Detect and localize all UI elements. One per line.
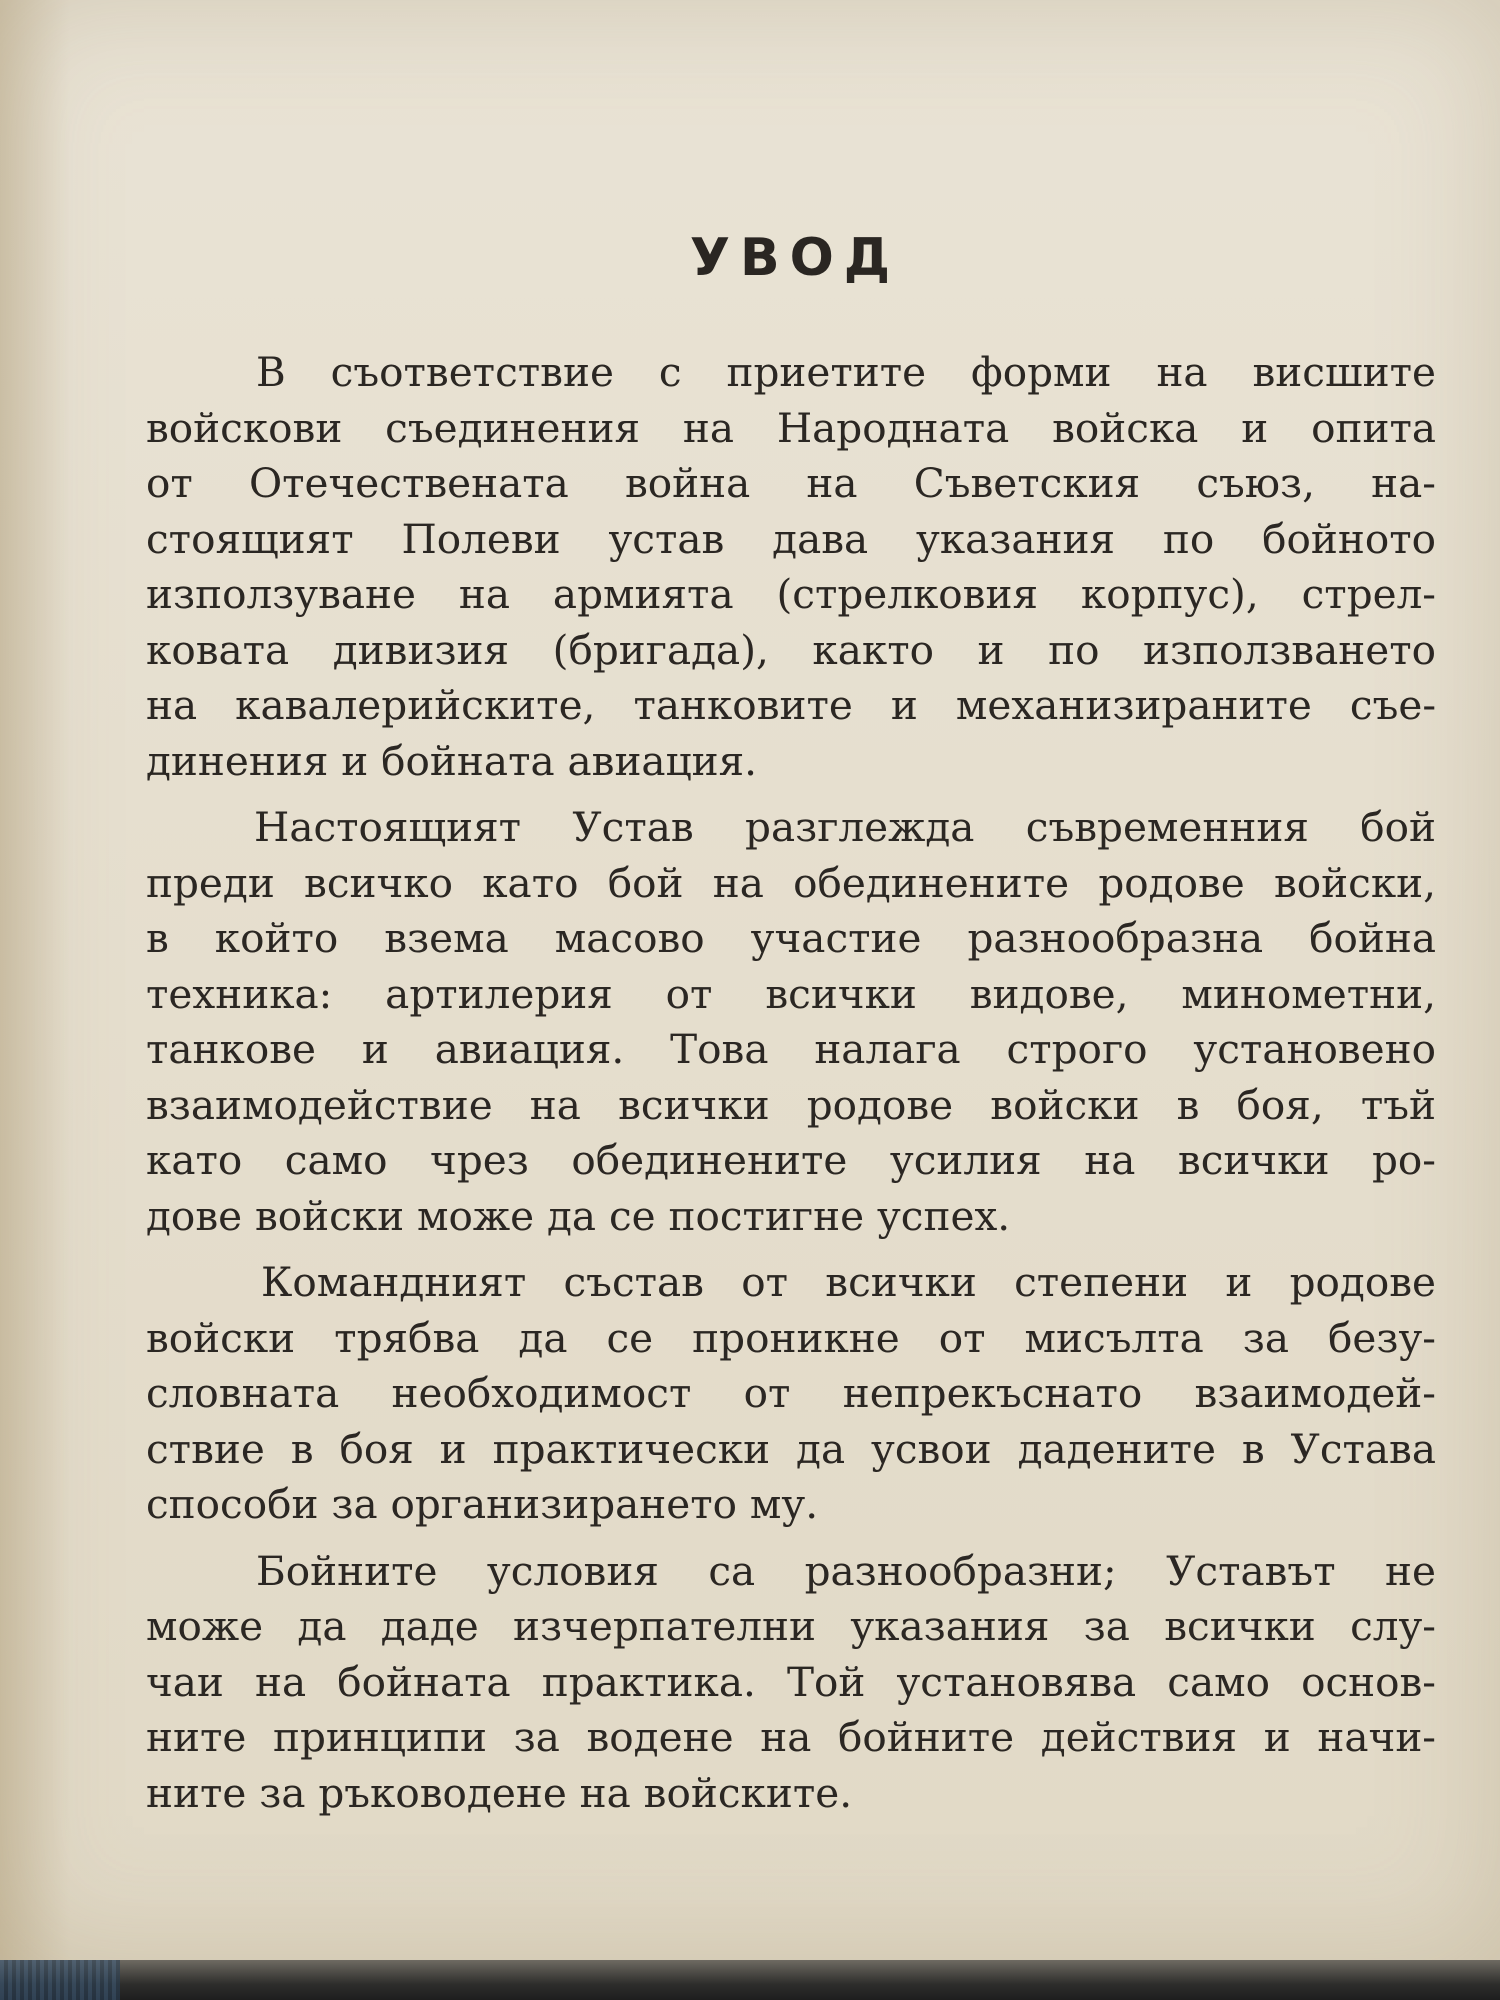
paragraph-2 — [146, 800, 1436, 1244]
text-line: дове войски може да се постигне успех. — [146, 1191, 1011, 1240]
text-line: способи за организирането му. — [146, 1480, 819, 1528]
text-line: като само чрез обединените усилия на всички ро- — [146, 1136, 1436, 1184]
text-line: динения и бойната авиация. — [146, 736, 758, 785]
text-line: на кавалерийските, танковите и механизираните съе- — [146, 681, 1436, 729]
text-line: използуване на армията (стрелковия корпус), стрел- — [146, 570, 1436, 618]
text-line: танкове и авиация. Това налага строго установено — [146, 1025, 1436, 1073]
text-line: словната необходимост от непрекъснато взаимодей- — [146, 1369, 1436, 1417]
text-line: техника: артилерия от всички видове, минометни, — [146, 969, 1436, 1018]
text-line: от Отечествената война на Съветския съюз, на- — [146, 459, 1436, 507]
text-line: в който взема масово участие разнообразна бойна — [146, 914, 1436, 962]
text-line: Настоящият Устав разглежда съвременния бой — [254, 803, 1436, 851]
paragraph-1 — [146, 345, 1436, 789]
page-bottom-edge — [0, 1960, 1500, 2000]
text-line: ствие в боя и практически да усвои дадените в Устава — [146, 1424, 1436, 1473]
text-line: преди всичко като бой на обединените родове войски, — [146, 858, 1436, 907]
text-line: Командният състав от всички степени и родове — [261, 1258, 1436, 1306]
text-line: войски трябва да се проникне от мисълта за безу- — [146, 1313, 1436, 1362]
text-line: ковата дивизия (бригада), както и по използването — [146, 625, 1436, 674]
chapter-heading: УВОД — [689, 228, 901, 288]
text-line: В съответствие с приетите форми на висшите — [256, 348, 1436, 396]
text-line: може да даде изчерпателни указания за всички слу- — [146, 1602, 1436, 1650]
paragraph-3 — [146, 1255, 1436, 1533]
text-line: ните за ръководене на войските. — [146, 1768, 853, 1817]
text-line: стоящият Полеви устав дава указания по бойното — [146, 514, 1436, 563]
paragraph-4 — [146, 1544, 1436, 1822]
text-line: Бойните условия са разнообразни; Уставът не — [256, 1546, 1436, 1595]
text-line: взаимодействие на всички родове войски в боя, тъй — [146, 1080, 1436, 1129]
text-line: чаи на бойната практика. Той установява само основ- — [146, 1657, 1436, 1706]
text-line: войскови съединения на Народната войска и опита — [146, 403, 1436, 452]
body-text — [146, 345, 1436, 1832]
text-line: ните принципи за водене на бойните действия и начи- — [146, 1713, 1436, 1761]
